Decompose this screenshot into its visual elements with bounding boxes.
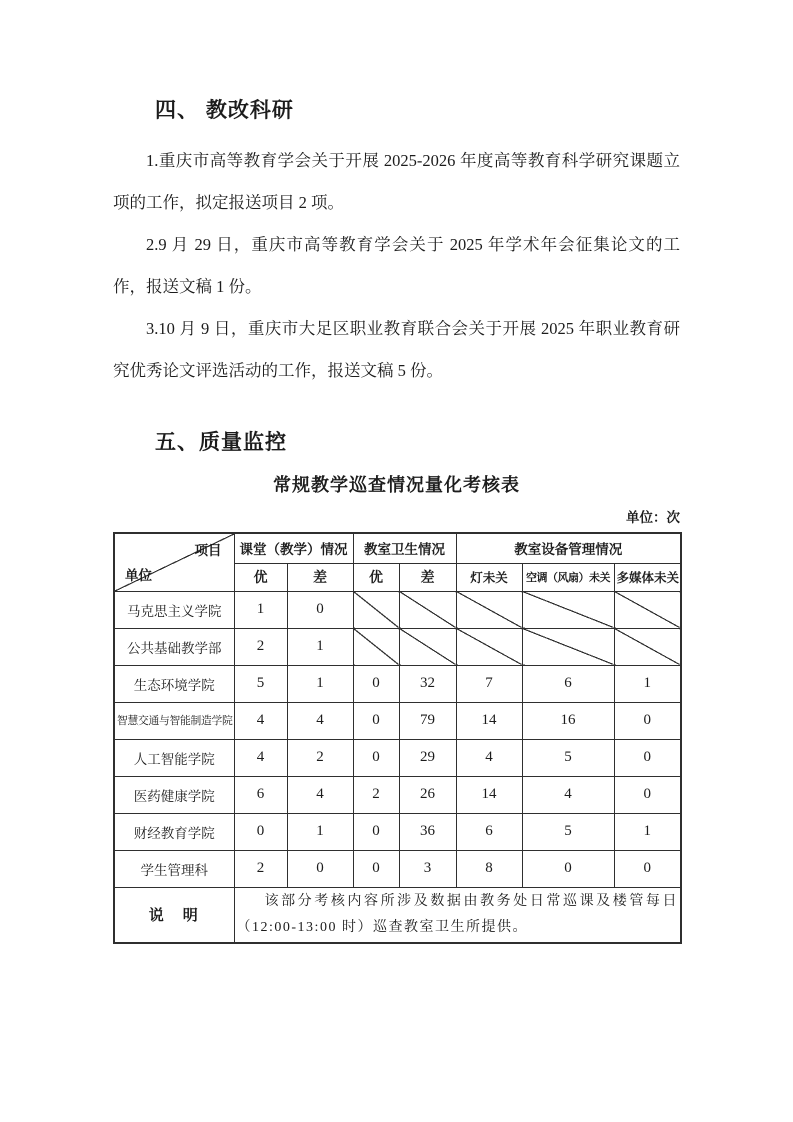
- unit-cell: 生态环境学院: [114, 665, 234, 702]
- na-slash-cell: [614, 628, 681, 665]
- paragraph-1: 1.重庆市高等教育学会关于开展 2025-2026 年度高等教育科学研究课题立项的工作，拟定报送项目 2 项。: [113, 151, 680, 212]
- value-cell: 2: [353, 776, 399, 813]
- table-row-note: [114, 887, 681, 943]
- value-cell: 0: [353, 850, 399, 887]
- value-cell: 6: [234, 776, 287, 813]
- value-cell: 7: [456, 665, 522, 702]
- value-cell: 1: [287, 665, 353, 702]
- value-cell: 0: [614, 739, 681, 776]
- value-cell: 26: [399, 776, 456, 813]
- note-cell: [234, 887, 681, 943]
- value-cell: 0: [353, 702, 399, 739]
- value-cell: 2: [234, 628, 287, 665]
- corner-label-project: 项目: [194, 543, 222, 558]
- unit-cell: 人工智能学院: [114, 739, 234, 776]
- corner-diagonal-cell: [114, 533, 234, 591]
- value-cell: 0: [614, 850, 681, 887]
- value-cell: 0: [353, 665, 399, 702]
- value-cell: 1: [614, 813, 681, 850]
- value-cell: 1: [287, 628, 353, 665]
- corner-label-unit: 单位: [125, 567, 152, 583]
- unit-cell: 医药健康学院: [114, 776, 234, 813]
- unit-cell: 学生管理科: [114, 850, 234, 887]
- value-cell: 1: [287, 813, 353, 850]
- subheader-hygiene-poor: 差: [399, 563, 456, 591]
- value-cell: 3: [399, 850, 456, 887]
- subheader-teaching-good: 优: [234, 563, 287, 591]
- value-cell: 0: [614, 702, 681, 739]
- table-row-medical-health-college: [114, 776, 681, 813]
- na-slash-cell: [522, 628, 614, 665]
- value-cell: 79: [399, 702, 456, 739]
- table-row-finance-education-college: [114, 813, 681, 850]
- value-cell: 8: [456, 850, 522, 887]
- paragraph-2: 2.9 月 29 日，重庆市高等教育学会关于 2025 年学术年会征集论文的工作，报送文稿 1 份。: [113, 235, 680, 296]
- subheader-lights-on: 灯未关: [456, 563, 522, 591]
- section-heading-quality-monitoring: 五、质量监控: [155, 431, 287, 454]
- value-cell: 0: [522, 850, 614, 887]
- subheader-ac-fan-on: 空调（风扇）未关: [522, 563, 614, 591]
- na-slash-cell: [399, 628, 456, 665]
- table-row-student-management: [114, 850, 681, 887]
- assessment-table: [113, 532, 682, 944]
- value-cell: 1: [614, 665, 681, 702]
- section4-paragraphs: [113, 140, 680, 392]
- table-title: 常规教学巡查情况量化考核表: [273, 475, 520, 495]
- group-header-equipment-management: 教室设备管理情况: [456, 533, 681, 563]
- value-cell: 5: [522, 739, 614, 776]
- table-row-eco-environment-college: [114, 665, 681, 702]
- subheader-hygiene-good: 优: [353, 563, 399, 591]
- group-header-classroom-hygiene: 教室卫生情况: [353, 533, 456, 563]
- value-cell: 14: [456, 702, 522, 739]
- na-slash-cell: [456, 628, 522, 665]
- value-cell: 0: [287, 850, 353, 887]
- table-row-ai-college: [114, 739, 681, 776]
- value-cell: 0: [287, 591, 353, 628]
- table-row-smart-transport-college: [114, 702, 681, 739]
- group-header-classroom-teaching: 课堂（教学）情况: [234, 533, 353, 563]
- note-label: 说 明: [114, 887, 234, 943]
- value-cell: 5: [234, 665, 287, 702]
- value-cell: 0: [353, 813, 399, 850]
- value-cell: 4: [522, 776, 614, 813]
- value-cell: 14: [456, 776, 522, 813]
- value-cell: 4: [287, 702, 353, 739]
- value-cell: 29: [399, 739, 456, 776]
- unit-cell: 智慧交通与智能制造学院: [114, 702, 234, 739]
- value-cell: 4: [234, 739, 287, 776]
- na-slash-cell: [614, 591, 681, 628]
- unit-cell: 马克思主义学院: [114, 591, 234, 628]
- na-slash-cell: [399, 591, 456, 628]
- value-cell: 4: [234, 702, 287, 739]
- unit-note: 单位：次: [626, 510, 680, 525]
- value-cell: 4: [287, 776, 353, 813]
- table-row-public-basic-teaching: [114, 628, 681, 665]
- value-cell: 1: [234, 591, 287, 628]
- value-cell: 5: [522, 813, 614, 850]
- value-cell: 0: [614, 776, 681, 813]
- unit-cell: 财经教育学院: [114, 813, 234, 850]
- unit-cell: 公共基础教学部: [114, 628, 234, 665]
- value-cell: 4: [456, 739, 522, 776]
- value-cell: 32: [399, 665, 456, 702]
- value-cell: 6: [456, 813, 522, 850]
- na-slash-cell: [353, 628, 399, 665]
- value-cell: 0: [353, 739, 399, 776]
- note-text: 该部分考核内容所涉及数据由教务处日常巡课及楼管每日（12:00-13:00 时）巡查教室卫生所提供。: [236, 893, 679, 935]
- na-slash-cell: [353, 591, 399, 628]
- value-cell: 36: [399, 813, 456, 850]
- value-cell: 2: [287, 739, 353, 776]
- value-cell: 16: [522, 702, 614, 739]
- na-slash-cell: [522, 591, 614, 628]
- na-slash-cell: [456, 591, 522, 628]
- table-row-marxism-college: [114, 591, 681, 628]
- value-cell: 2: [234, 850, 287, 887]
- subheader-multimedia-on: 多媒体未关: [614, 563, 681, 591]
- subheader-teaching-poor: 差: [287, 563, 353, 591]
- paragraph-3: 3.10 月 9 日，重庆市大足区职业教育联合会关于开展 2025 年职业教育研究优秀论文评选活动的工作，报送文稿 5 份。: [113, 319, 680, 380]
- value-cell: 6: [522, 665, 614, 702]
- value-cell: 0: [234, 813, 287, 850]
- section-heading-teaching-reform: 四、 教改科研: [155, 99, 294, 122]
